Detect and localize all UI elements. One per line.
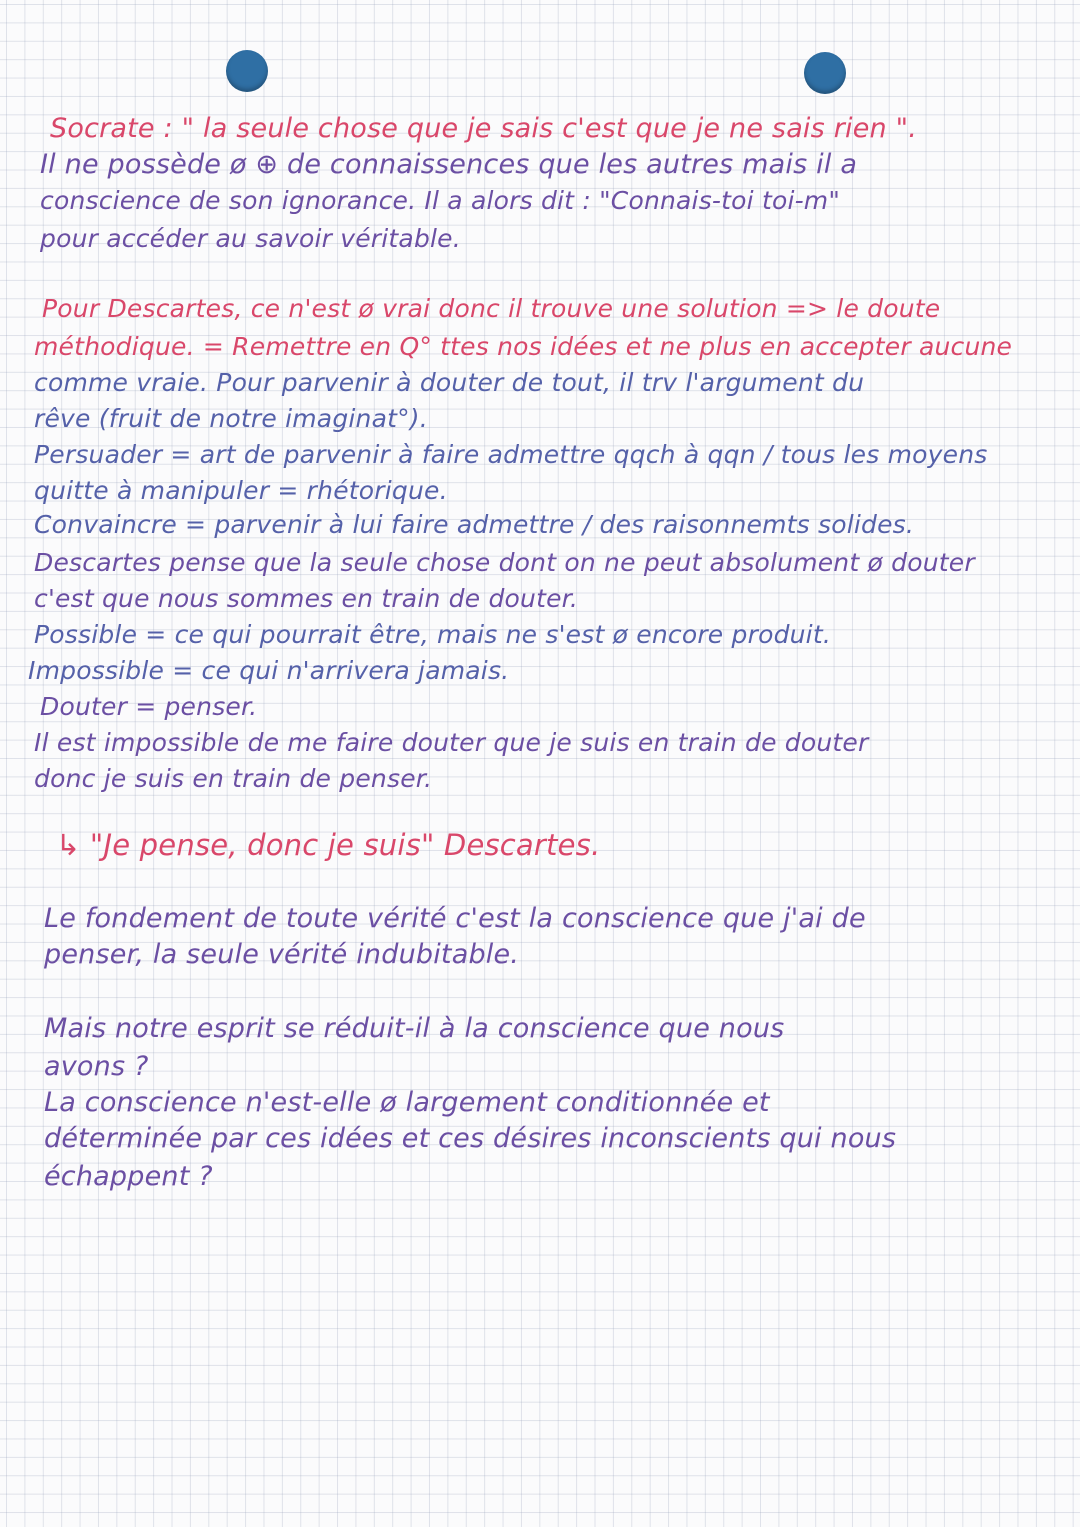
impossible-douter-2: donc je suis en train de penser. <box>34 764 433 793</box>
cogito-quote: ↳ "Je pense, donc je suis" Descartes. <box>56 828 601 862</box>
descartes-line-3: comme vraie. Pour parvenir à douter de tout, il trv l'argument du <box>34 368 865 397</box>
question-1: Mais notre esprit se réduit-il à la conscience que nous <box>44 1013 785 1044</box>
question-4: déterminée par ces idées et ces désires inconscients qui nous <box>44 1123 897 1154</box>
question-5: échappent ? <box>44 1161 213 1192</box>
def-possible: Possible = ce qui pourrait être, mais ne s'est ø encore produit. <box>34 620 831 649</box>
fondement-1: Le fondement de toute vérité c'est la conscience que j'ai de <box>44 903 866 934</box>
descartes-doute: Pour Descartes, ce n'est ø vrai donc il trouve une solution => le doute <box>42 294 941 323</box>
question-2: avons ? <box>44 1051 149 1082</box>
def-impossible: Impossible = ce qui n'arrivera jamais. <box>28 656 510 685</box>
socrate-quote: Socrate : " la seule chose que je sais c'est que je ne sais rien ". <box>50 113 917 144</box>
descartes-line-4: rêve (fruit de notre imaginat°). <box>34 404 428 433</box>
socrate-line-4: pour accéder au savoir véritable. <box>40 224 461 253</box>
binder-hole-left <box>226 50 268 92</box>
descartes-methodique: méthodique. = Remettre en Q° ttes nos idées et ne plus en accepter aucune <box>34 332 1013 361</box>
def-persuader-2: quitte à manipuler = rhétorique. <box>34 476 448 505</box>
socrate-line-2: Il ne possède ø ⊕ de connaissences que les autres mais il a <box>40 149 858 180</box>
descartes-pense-1: Descartes pense que la seule chose dont on ne peut absolument ø douter <box>34 548 975 577</box>
descartes-pense-2: c'est que nous sommes en train de douter. <box>34 584 578 613</box>
def-douter: Douter = penser. <box>40 692 258 721</box>
fondement-2: penser, la seule vérité indubitable. <box>44 939 520 970</box>
socrate-line-3: conscience de son ignorance. Il a alors dit : "Connais-toi toi-m" <box>40 186 841 215</box>
def-persuader: Persuader = art de parvenir à faire admettre qqch à qqn / tous les moyens <box>34 440 988 469</box>
binder-hole-right <box>804 52 846 94</box>
impossible-douter-1: Il est impossible de me faire douter que je suis en train de douter <box>34 728 869 757</box>
question-3: La conscience n'est-elle ø largement conditionnée et <box>44 1087 770 1118</box>
def-convaincre: Convaincre = parvenir à lui faire admettre / des raisonnemts solides. <box>34 510 915 539</box>
